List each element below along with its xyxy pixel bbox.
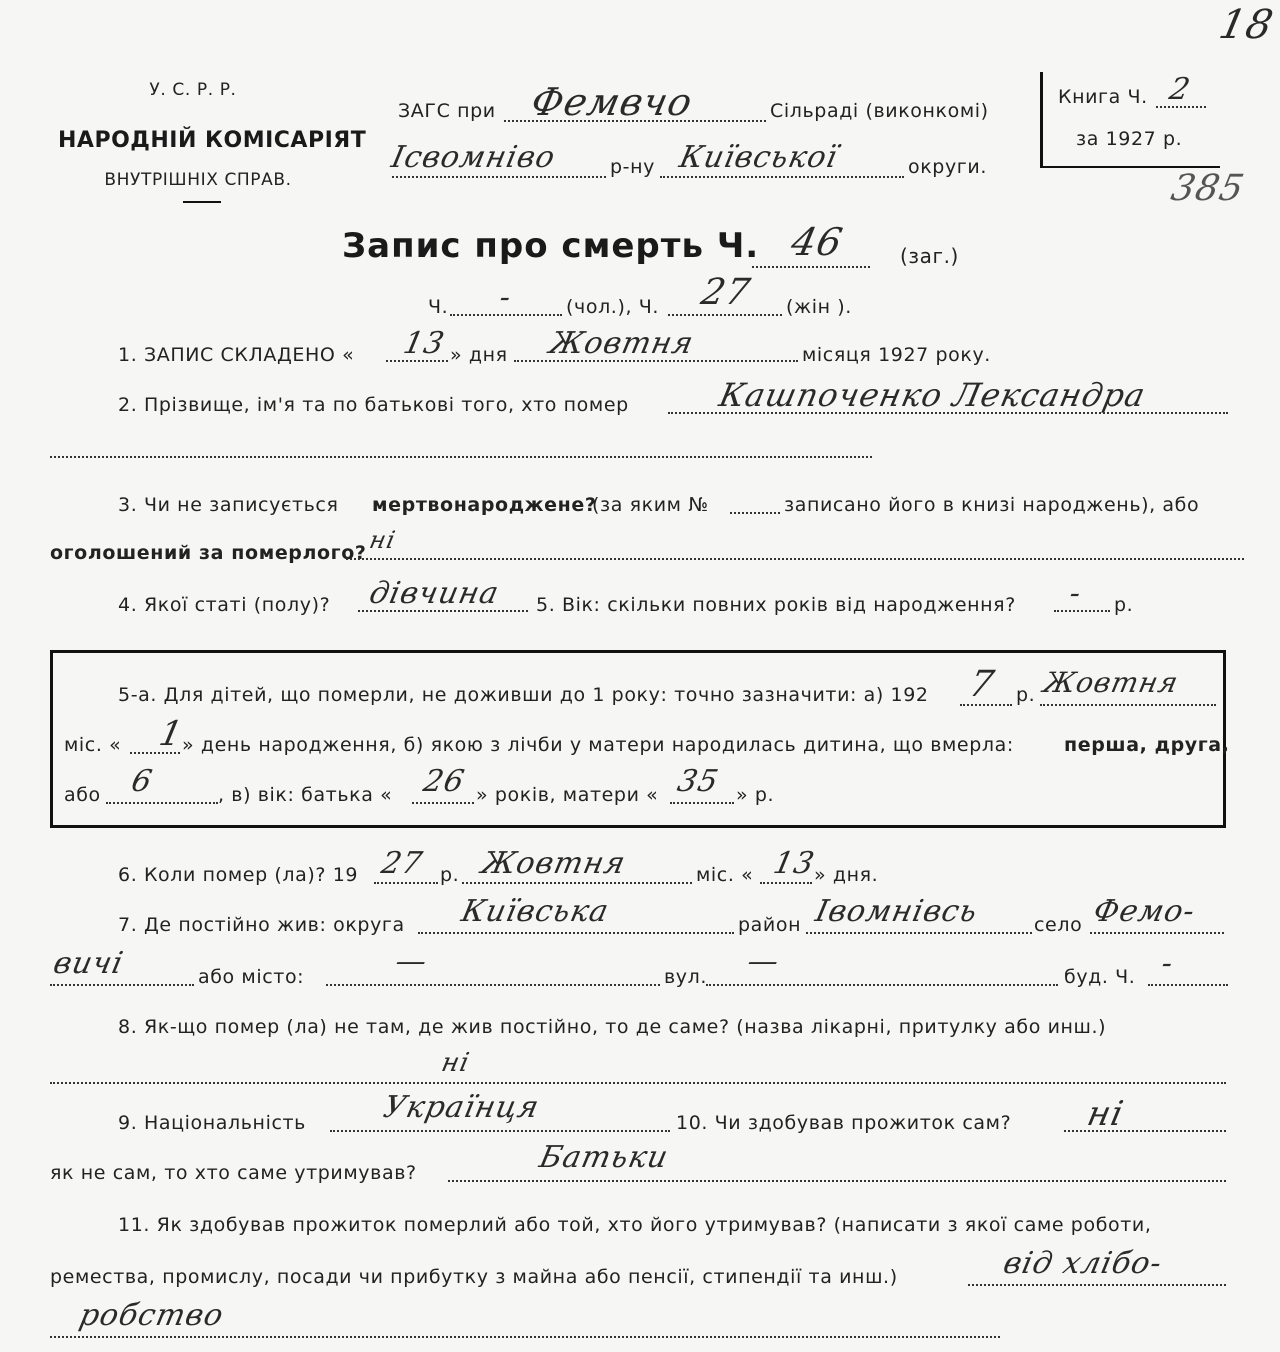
item6-label: 6. Коли помер (ла)? 19 — [118, 864, 359, 886]
item7-misto-handwritten: — — [392, 944, 431, 979]
item7-rayon-line — [806, 932, 1032, 934]
item5a-mis: міс. « — [64, 734, 122, 756]
item11-line2: ремества, промислу, посади чи прибутку з майна або пенсії, стипендії та инш.) — [50, 1266, 898, 1288]
item7-bud-line — [1148, 984, 1228, 986]
item3-declared-dead: оголошений за померлого? — [50, 542, 367, 564]
item10-line — [1064, 1130, 1226, 1132]
item10-handwritten: ні — [1083, 1094, 1128, 1134]
header-commissariat: НАРОДНІЙ КОМІСАРІЯТ — [58, 128, 367, 153]
item5a-line3: , в) вік: батька « — [218, 784, 393, 806]
item7-vul-line — [706, 984, 1058, 986]
item3-stillborn: мертвонароджене? — [372, 494, 597, 516]
item10-line2: як не сам, то хто саме утримував? — [50, 1162, 417, 1184]
item7-selo-handwritten-2: вичі — [50, 946, 127, 981]
item1-end: місяця 1927 року. — [802, 344, 991, 366]
item5a-year-handwritten: 7 — [965, 664, 999, 705]
item4-sex-handwritten: дівчина — [366, 576, 503, 611]
item6-r: р. — [440, 864, 460, 886]
item3-label: 3. Чи не записується — [118, 494, 339, 516]
item1-day-handwritten: 13 — [400, 326, 448, 361]
item5a-mother-line — [670, 802, 734, 804]
item9-handwritten: Українця — [380, 1090, 543, 1125]
item8-handwritten: ні — [438, 1048, 473, 1078]
male-count-line — [450, 314, 562, 316]
item3-handwritten: ні — [367, 526, 399, 554]
item5a-father-line — [412, 802, 474, 804]
item1-mid: » дня — [450, 344, 508, 366]
book-label: Книга Ч. — [1058, 86, 1148, 108]
item5a-month-line — [1040, 704, 1216, 706]
book-number-handwritten: 2 — [1166, 72, 1194, 107]
female-count-line — [668, 314, 782, 316]
item8-label: 8. Як-що помер (ла) не там, де жив постійно, то де саме? (назва лікарні, притулку або инш.) — [118, 1016, 1107, 1038]
item6-month-handwritten: Жовтня — [478, 846, 630, 881]
item7-bud: буд. Ч. — [1064, 966, 1136, 988]
item11-handwritten-b: робство — [76, 1298, 228, 1333]
record-number-handwritten: 46 — [787, 220, 848, 264]
item9-label: 9. Національність — [118, 1112, 306, 1134]
item5-age-handwritten: - — [1066, 576, 1085, 611]
book-year: за 1927 р. — [1076, 128, 1183, 150]
item9-line — [330, 1130, 670, 1132]
item5-age-line — [1054, 610, 1110, 612]
item5a-line2: » день народження, б) якою з лічби у матери народилась дитина, що вмерла: — [182, 734, 1014, 756]
female-count-label: (жін ). — [786, 296, 852, 318]
female-count-handwritten: 27 — [697, 272, 755, 313]
item11-line1: 11. Як здобував прожиток померлий або той, хто його утримував? (написати з якої саме роботи, — [118, 1214, 1152, 1236]
item6-day-handwritten: 13 — [770, 846, 818, 881]
item5a-month-handwritten: Жовтня — [1040, 666, 1182, 699]
item7-rayon-handwritten: Івомнівсь — [812, 894, 981, 929]
item5a-order-handwritten: 6 — [128, 764, 156, 799]
item5a-day-handwritten: 1 — [155, 714, 187, 754]
item2-label: 2. Прізвище, ім'я та по батькові того, хто помер — [118, 394, 629, 416]
item11-line-a — [968, 1284, 1226, 1286]
item5a-line1: 5-а. Для дітей, що померли, не доживши до 1 року: точно зазначити: а) 192 — [118, 684, 929, 706]
item5a-r: р. — [1016, 684, 1036, 706]
item1-month-line — [514, 360, 798, 362]
item7-misto: або місто: — [198, 966, 305, 988]
okruha-handwritten: Київської — [676, 140, 842, 175]
item6-end: » дня. — [814, 864, 879, 886]
margin-mark-side: 385 — [1167, 168, 1249, 209]
item2-name-line-2 — [50, 456, 872, 458]
item7-label: 7. Де постійно жив: округа — [118, 914, 405, 936]
item7-selo-line — [1090, 932, 1224, 934]
record-suffix: (заг.) — [900, 244, 959, 268]
zags-village-handwritten: Фемвчо — [527, 80, 697, 124]
okruha-label: округи. — [908, 156, 987, 178]
rayon-line — [392, 176, 606, 178]
rayon-label: р-ну — [610, 156, 655, 178]
item5a-mother-handwritten: 35 — [674, 764, 722, 799]
item5a-abo: або — [64, 784, 101, 806]
item6-month-line — [462, 882, 692, 884]
item2-name-line-1 — [668, 412, 1228, 414]
item6-year-handwritten: 27 — [378, 846, 426, 881]
header-internal-affairs: ВНУТРІШНІХ СПРАВ. — [104, 170, 292, 190]
item7-vul: вул. — [664, 966, 708, 988]
item5a-order-line — [106, 802, 218, 804]
item10-label: 10. Чи здобував прожиток сам? — [676, 1112, 1012, 1134]
okruha-line — [660, 176, 904, 178]
item7-selo-handwritten: Фемо- — [1090, 894, 1199, 929]
item3-end: записано його в книзі народжень), або — [784, 494, 1200, 516]
item7-misto-line — [326, 984, 660, 986]
zags-prefix: ЗАГС при — [398, 100, 496, 122]
zags-suffix: Сільраді (виконкомі) — [770, 100, 989, 122]
male-count-label: (чол.), Ч. — [566, 296, 660, 318]
book-number-line — [1156, 106, 1206, 108]
header-divider — [183, 201, 221, 203]
item1-month-handwritten: Жовтня — [546, 326, 698, 361]
item6-day-line — [760, 882, 812, 884]
item3-line — [346, 558, 1244, 560]
item10-supporter-line — [448, 1180, 1226, 1182]
item4-label: 4. Якої статі (полу)? — [118, 594, 331, 616]
header-ussr: У. С. Р. Р. — [149, 80, 237, 100]
item8-line — [50, 1082, 1226, 1084]
item5a-bold: перша, друга, — [1064, 734, 1230, 756]
item5a-father-handwritten: 26 — [420, 764, 468, 799]
item1-label: 1. ЗАПИС СКЛАДЕНО « — [118, 344, 355, 366]
item7-selo: село — [1034, 914, 1083, 936]
item5a-day-line — [130, 752, 180, 754]
page-title: Запис про смерть Ч. — [342, 226, 760, 266]
item10-supporter-handwritten: Батьки — [536, 1140, 672, 1175]
item5a-year-line — [960, 704, 1012, 706]
item6-year-line — [374, 882, 438, 884]
item7-vul-handwritten: — — [744, 944, 783, 979]
book-box-left-border — [1040, 72, 1043, 168]
item3-mid: (за яким № — [592, 494, 709, 516]
zags-village-line — [504, 120, 766, 122]
item7-bud-handwritten: - — [1158, 946, 1177, 981]
item11-handwritten-a: від хлібо- — [1000, 1246, 1166, 1281]
counts-prefix: Ч. — [428, 296, 449, 318]
item5a-mid3: » років, матери « — [476, 784, 659, 806]
item1-day-line — [386, 360, 448, 362]
record-number-line — [752, 266, 870, 268]
item5a-end3: » р. — [736, 784, 775, 806]
item7-okruha-handwritten: Київська — [458, 894, 613, 929]
item4-sex-line — [358, 610, 528, 612]
item11-line-b — [50, 1336, 1000, 1338]
item5-end: р. — [1114, 594, 1134, 616]
male-count-handwritten: - — [496, 280, 515, 315]
item6-mis: міс. « — [696, 864, 754, 886]
item7-rayon: район — [738, 914, 802, 936]
item7-selo-line-2 — [50, 984, 194, 986]
item7-okruha-line — [418, 932, 734, 934]
margin-mark-top: 18 — [1215, 2, 1278, 48]
item5-label: 5. Вік: скільки повних років від народження? — [536, 594, 1016, 616]
item2-name-handwritten: Кашпоченко Лександра — [715, 376, 1150, 414]
item3-number-line — [730, 512, 780, 514]
rayon-handwritten: Ісвомніво — [388, 140, 559, 175]
